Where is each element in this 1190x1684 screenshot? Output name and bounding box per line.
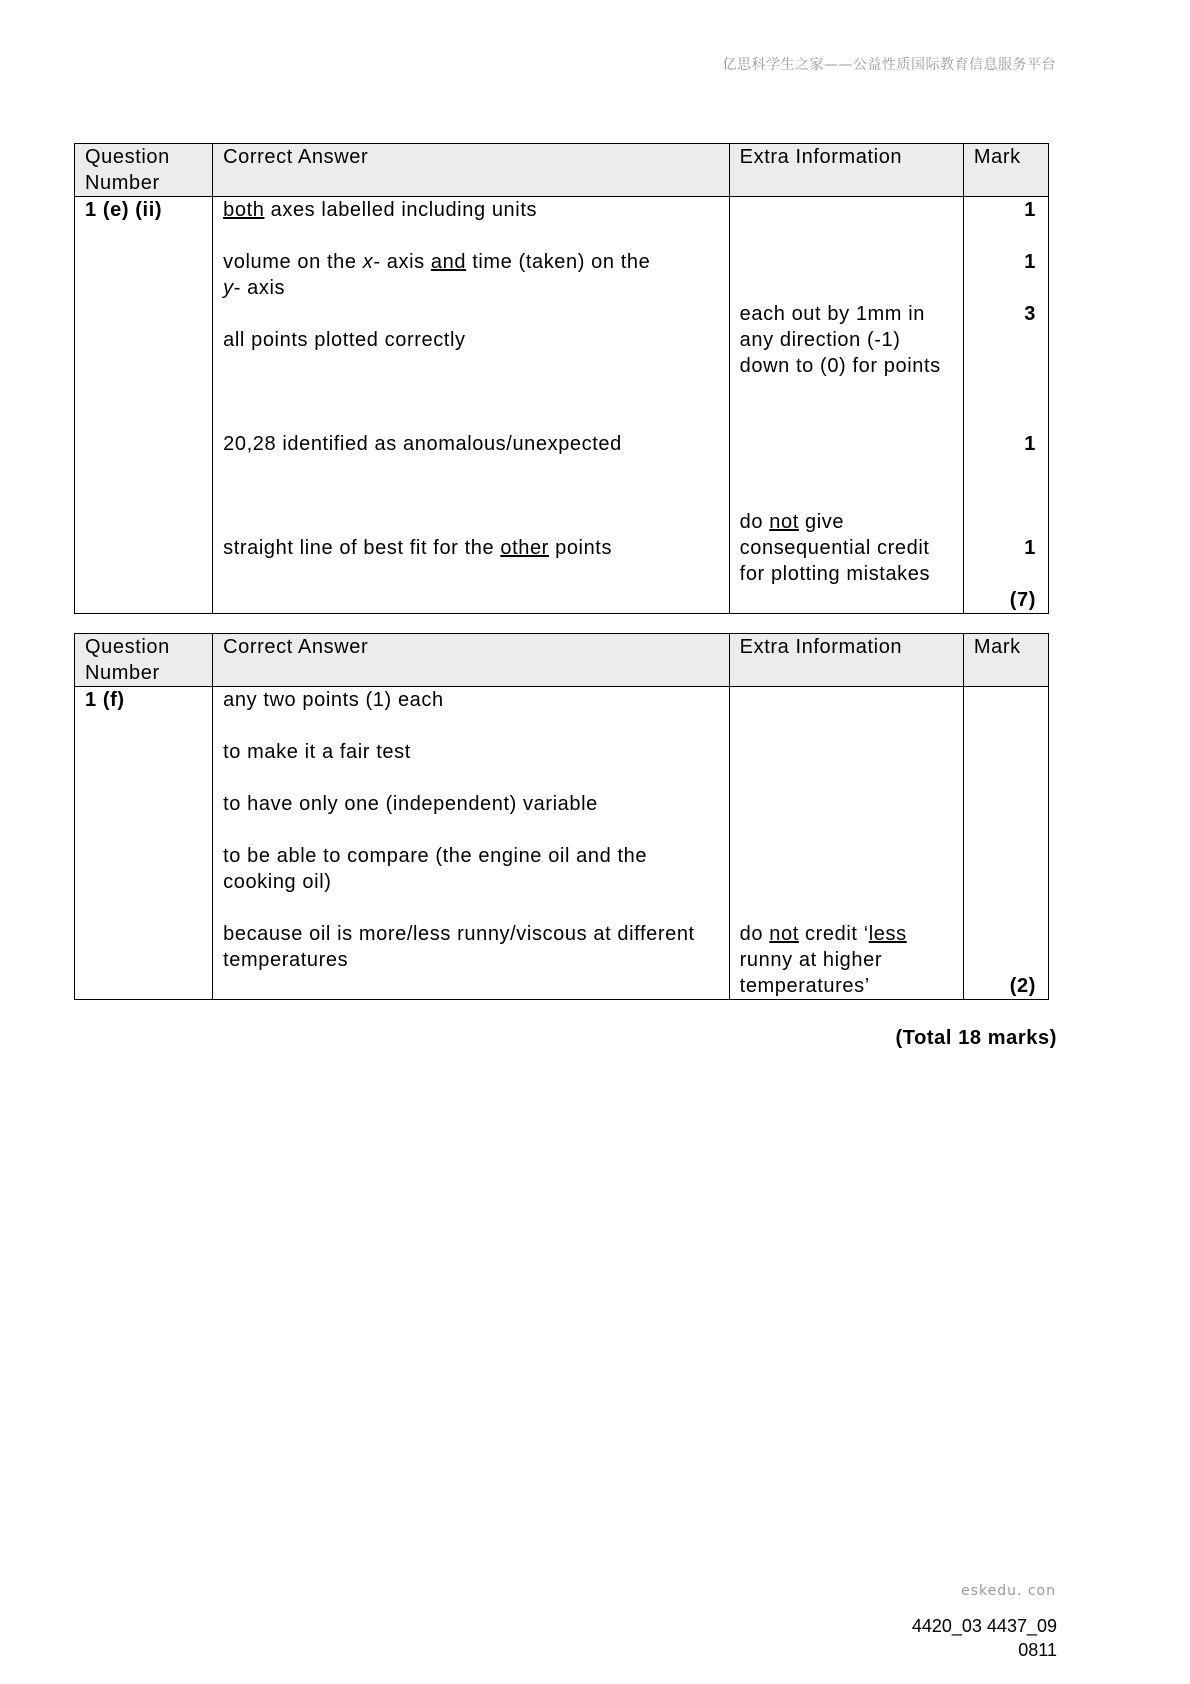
table-row: [75, 687, 1049, 1000]
table-row: [75, 197, 1049, 614]
question-number: 1 (e) (ii): [75, 197, 213, 614]
answer-line: straight line of best fit for the other points: [223, 537, 613, 559]
footer-code-line: 4420_03 4437_09: [911, 1616, 1057, 1636]
answer-line: all points plotted correctly: [223, 329, 466, 351]
extra-info-text: do not credit ‘less runny at higher temperatures’: [739, 923, 907, 997]
mark-cell: [963, 687, 1048, 1000]
mark-value: 1: [1024, 537, 1036, 559]
answer-line: any two points (1) each: [223, 689, 444, 711]
answer-line: 20,28 identified as anomalous/unexpected: [223, 433, 622, 455]
extra-information-cell: [729, 687, 963, 1000]
answer-line: to make it a fair test: [223, 741, 411, 763]
answer-line: because oil is more/less runny/viscous at different temperatures: [223, 923, 695, 971]
column-header-correct-answer: Correct Answer: [213, 634, 730, 687]
extra-info-text: each out by 1mm in any direction (-1) down to (0) for points: [739, 303, 941, 377]
mark-value: 1: [1024, 199, 1036, 221]
header-watermark: 亿思科学生之家——公益性质国际教育信息服务平台: [722, 57, 1056, 73]
mark-scheme-table-1: [74, 143, 1049, 614]
footer-watermark: eskedu. con: [961, 1583, 1056, 1599]
correct-answer-cell: [213, 687, 730, 1000]
mark-scheme-table-2: [74, 633, 1049, 1000]
mark-cell: [963, 197, 1048, 614]
question-number: 1 (f): [75, 687, 213, 1000]
answer-line: to be able to compare (the engine oil and the cooking oil): [223, 845, 648, 893]
mark-total: (7): [1009, 589, 1036, 611]
column-header-question-number: Question Number: [75, 144, 213, 197]
mark-value: 1: [1024, 251, 1036, 273]
correct-answer-cell: [213, 197, 730, 614]
column-header-question-number: Question Number: [75, 634, 213, 687]
extra-info-text: do not give consequential credit for plotting mistakes: [739, 511, 931, 585]
column-header-correct-answer: Correct Answer: [213, 144, 730, 197]
total-marks: (Total 18 marks): [895, 1027, 1057, 1049]
mark-value: 3: [1024, 303, 1036, 325]
column-header-extra-information: Extra Information: [729, 634, 963, 687]
table-header-row: [75, 144, 1049, 197]
column-header-mark: Mark: [963, 144, 1048, 197]
footer-code-line: 0811: [1018, 1640, 1057, 1660]
column-header-mark: Mark: [963, 634, 1048, 687]
answer-line: both axes labelled including units: [223, 199, 538, 221]
extra-information-cell: [729, 197, 963, 614]
answer-line: volume on the x- axis and time (taken) on the y- axis: [223, 251, 651, 299]
mark-value: 1: [1024, 433, 1036, 455]
mark-total: (2): [1009, 975, 1036, 997]
footer-code: [912, 1614, 1057, 1662]
column-header-extra-information: Extra Information: [729, 144, 963, 197]
table-header-row: [75, 634, 1049, 687]
answer-line: to have only one (independent) variable: [223, 793, 598, 815]
